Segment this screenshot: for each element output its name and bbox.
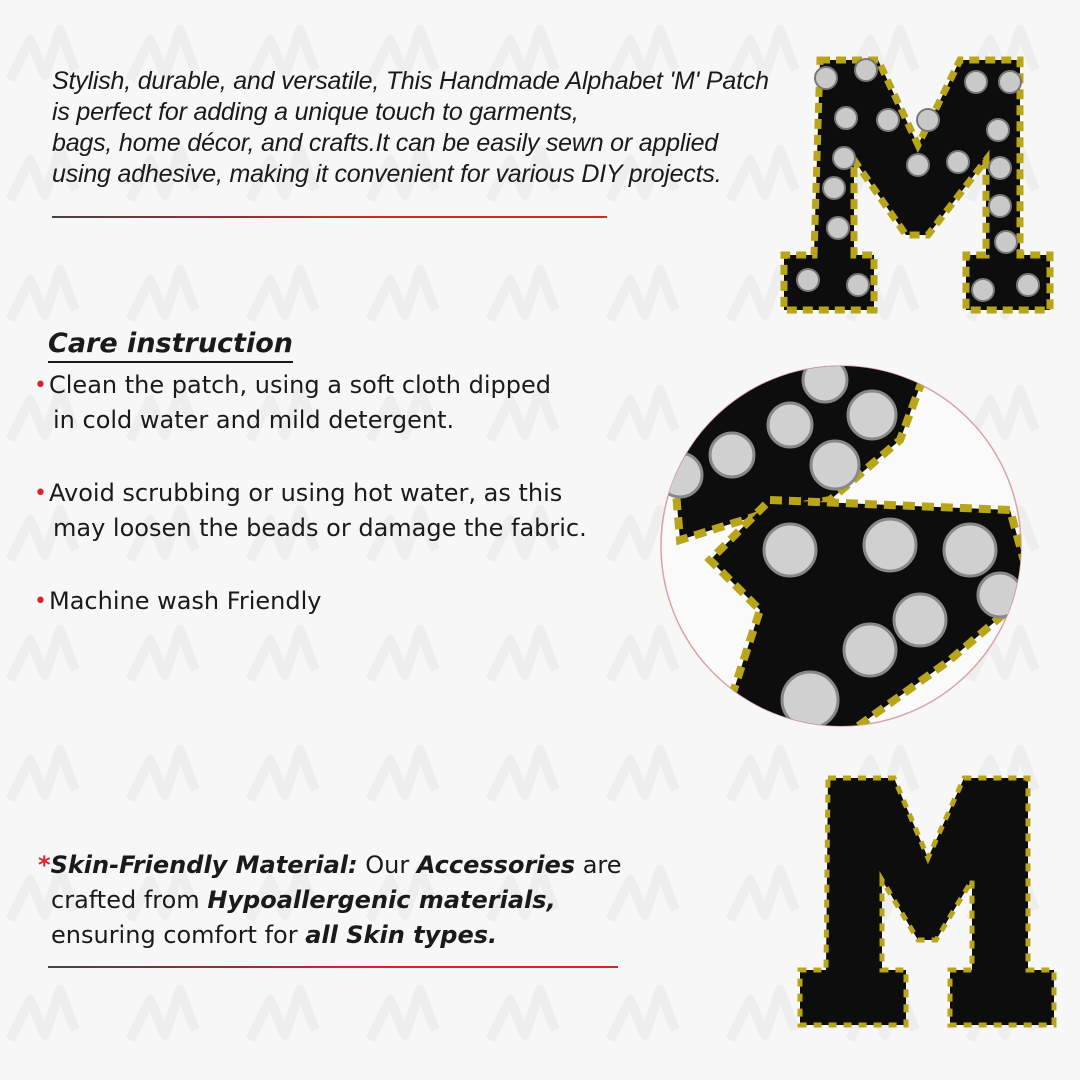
skin-note-line: [38, 918, 622, 953]
patch-closeup-image: [650, 360, 1032, 732]
care-item: [34, 584, 321, 619]
intro-line: using adhesive, making it convenient for various DIY projects.: [52, 160, 722, 188]
skin-text: are: [575, 851, 622, 879]
intro-line: bags, home décor, and crafts.It can be easily sewn or applied: [52, 129, 718, 157]
skin-bold: Accessories: [416, 851, 576, 879]
bullet-icon: •: [34, 589, 47, 614]
bullet-icon: •: [34, 481, 47, 506]
m-patch-back-image: [796, 770, 1062, 1035]
skin-bold: Hypoallergenic materials,: [207, 886, 556, 914]
m-patch-front-image: [778, 40, 1060, 325]
intro-divider: [52, 216, 607, 218]
care-item: [34, 368, 551, 438]
skin-label: Skin-Friendly Material:: [50, 851, 358, 879]
care-item-text: Clean the patch, using a soft cloth dipped: [49, 371, 551, 399]
skin-friendly-note: [38, 848, 622, 953]
care-item-text: Machine wash Friendly: [49, 587, 322, 615]
skin-divider: [48, 966, 618, 968]
skin-note-line: [38, 848, 622, 883]
skin-text: crafted from: [51, 886, 208, 914]
asterisk: *: [38, 851, 51, 879]
care-item-text: Avoid scrubbing or using hot water, as this: [49, 479, 563, 507]
care-title: Care instruction: [48, 328, 293, 363]
skin-note-line: [38, 883, 622, 918]
skin-text: Our: [357, 851, 417, 879]
skin-text: ensuring comfort for: [51, 921, 306, 949]
intro-line: Stylish, durable, and versatile, This Handmade Alphabet 'M' Patch: [52, 67, 769, 95]
care-item: [34, 476, 587, 546]
care-item-text: in cold water and mild detergent.: [53, 406, 455, 434]
intro-paragraph: [52, 66, 812, 190]
bullet-icon: •: [34, 373, 47, 398]
care-item-text: may loosen the beads or damage the fabric.: [53, 514, 587, 542]
intro-line: is perfect for adding a unique touch to garments,: [52, 98, 579, 126]
skin-bold: all Skin types.: [305, 921, 498, 949]
